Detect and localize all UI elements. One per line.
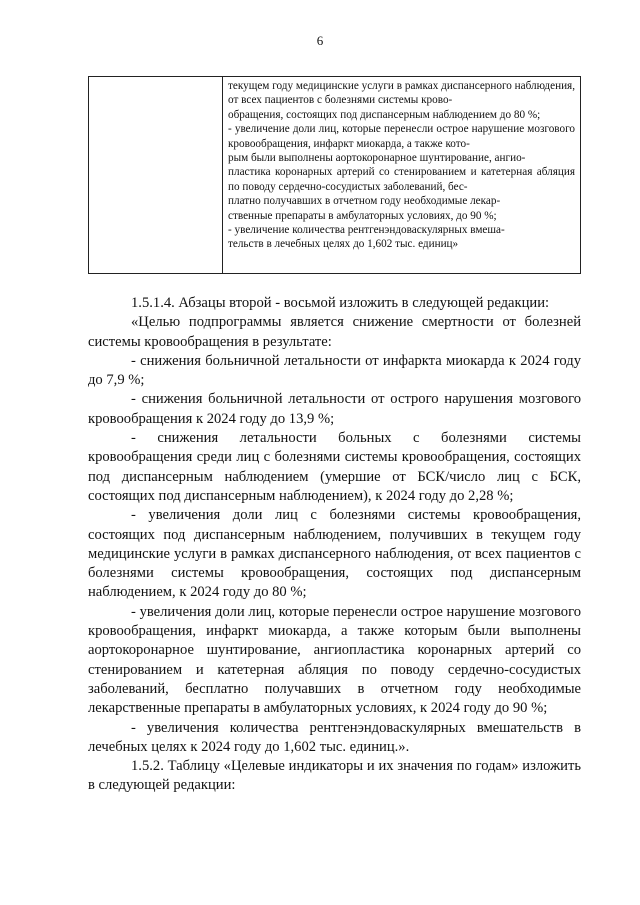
table-cell-line: рым были выполнены аортокоронарное шунтирование, ангио- [228, 152, 526, 165]
list-item: - снижения больничной летальности от инфаркта миокарда к 2024 году до 7,9 %; [88, 352, 581, 389]
table-cell-line: ственные препараты в амбулаторных условиях, до 90 %; [228, 209, 497, 222]
document-body [88, 294, 581, 796]
table-cell-line: - увеличение доли лиц, которые перенесли острое нарушение мозгового кровообращения, инфаркт миокарда, а также кото- [228, 123, 575, 150]
page-number: 6 [316, 33, 324, 48]
table-cell-empty [89, 77, 223, 274]
list-item: - снижения больничной летальности от острого нарушения мозгового кровообращения к 2024 году до 13,9 %; [88, 391, 581, 427]
list-item: - снижения летальности больных с болезнями системы кровообращения среди лиц с болезнями системы кровообращения, состоящих под диспансерным наблюдением (умершие от БСК/число лиц с БСК, состоящих под диспансерным наблюдением), к 2024 году до 2,28 %; [88, 430, 581, 504]
table-cell-line: текущем году медицинские услуги в рамках диспансерного наблюдения, от всех пациентов с болезнями системы крово- [228, 80, 575, 107]
table-row [89, 77, 581, 274]
table-cell-line: пластика коронарных артерий со стенированием и катетерная абляция по поводу сердечно-сосудистых заболеваний, бес- [228, 166, 575, 193]
list-item: - увеличения количества рентгенэндоваскулярных вмешательств в лечебных целях к 2024 году до 1,602 тыс. единиц.». [88, 719, 581, 755]
table-cell-line: платно получавших в отчетном году необходимые лекар- [228, 195, 501, 208]
table-cell-line: - увеличение количества рентгенэндоваскулярных вмеша- [228, 224, 505, 237]
list-item: - увеличения доли лиц, которые перенесли острое нарушение мозгового кровообращения, инфаркт миокарда, а также которым были выполнены аортокоронарное шунтирование, ангиопластика коронарных артерий со стенированием и катетерная абляция по поводу сердечно-сосудистых заболеваний, бесплатно получавших в отчетном году необходимые лекарственные препараты в амбулаторных условиях, к 2024 году до 90 %; [88, 603, 581, 717]
section-heading-1-5-1-4: 1.5.1.4. Абзацы второй - восьмой изложить в следующей редакции: [131, 295, 550, 311]
table-cell-line: тельств в лечебных целях до 1,602 тыс. единиц» [228, 238, 459, 251]
section-heading-1-5-2: 1.5.2. Таблицу «Целевые индикаторы и их значения по годам» изложить в следующей редакции: [88, 758, 581, 794]
table-cell-line: обращения, состоящих под диспансерным наблюдением до 80 %; [228, 108, 541, 121]
continued-table [88, 76, 581, 274]
table-cell-indicators [223, 77, 581, 274]
list-item: - увеличения доли лиц с болезнями системы кровообращения, состоящих под диспансерным наблюдением, получивших в текущем году медицинские услуги в рамках диспансерного наблюдения, от всех пациентов с болезнями системы кровообращения, состоящих под диспансерным наблюдением, к 2024 году до 80 %; [88, 507, 581, 601]
goal-paragraph: «Целью подпрограммы является снижение смертности от болезней системы кровообращения в результате: [88, 314, 581, 350]
